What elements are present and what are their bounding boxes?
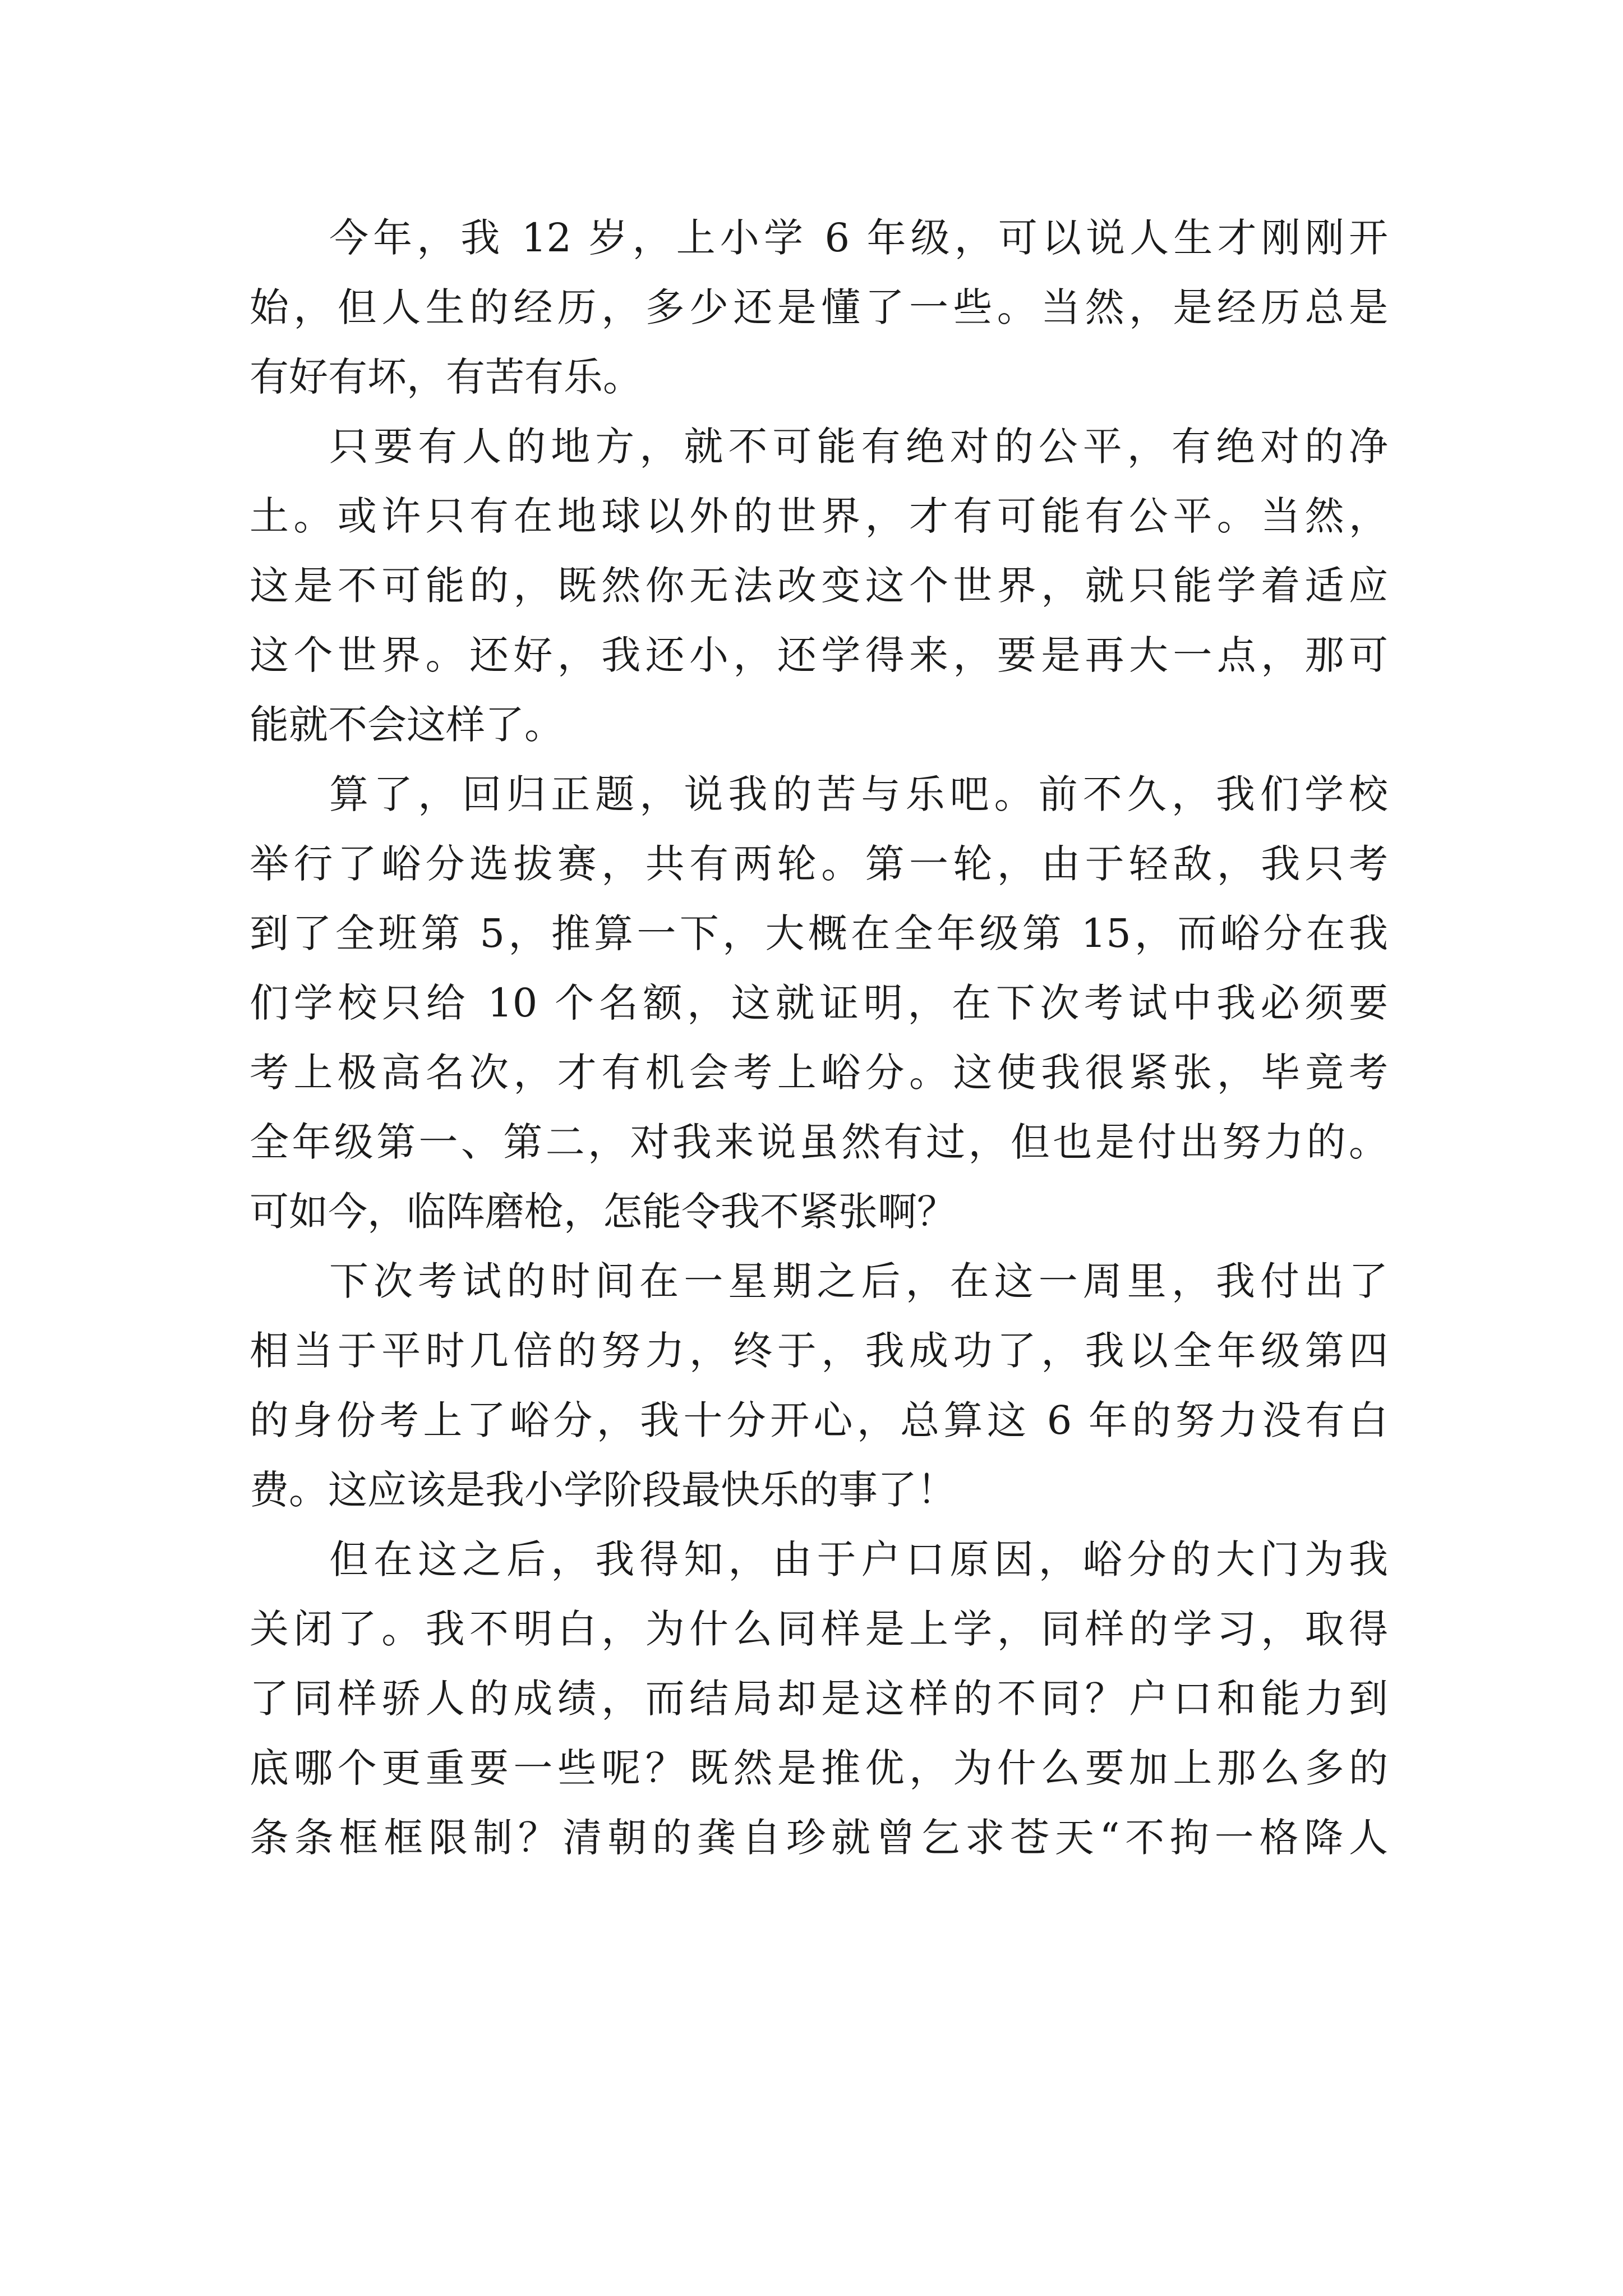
text-line: 但在这之后，我得知，由于户口原因，峪分的大门为我 [329, 1536, 1388, 1582]
paragraph [250, 1525, 1388, 1872]
text-line: 土。或许只有在地球以外的世界，才有可能有公平。当然， [250, 493, 1388, 539]
text-line: 这个世界。还好，我还小，还学得来，要是再大一点，那可 [250, 632, 1388, 678]
paragraph [250, 203, 1388, 412]
text-line: 可如今，临阵磨枪，怎能令我不紧张啊？ [250, 1189, 956, 1235]
text-line: 这是不可能的，既然你无法改变这个世界，就只能学着适应 [250, 563, 1388, 609]
text-line: 底哪个更重要一些呢？既然是推优，为什么要加上那么多的 [250, 1745, 1388, 1791]
text-line: 下次考试的时间在一星期之后，在这一周里，我付出了 [329, 1258, 1388, 1304]
text-line: 全年级第一、第二，对我来说虽然有过，但也是付出努力的。 [250, 1119, 1388, 1165]
text-line: 们学校只给 10 个名额，这就证明，在下次考试中我必须要 [250, 980, 1388, 1026]
text-line: 算了，回归正题，说我的苦与乐吧。前不久，我们学校 [329, 771, 1388, 817]
text-line: 费。这应该是我小学阶段最快乐的事了！ [250, 1467, 956, 1513]
paragraph [250, 760, 1388, 1246]
essay-body [250, 203, 1388, 1872]
text-line: 能就不会这样了。 [250, 702, 564, 748]
paragraph [250, 1246, 1388, 1525]
text-line: 到了全班第 5，推算一下，大概在全年级第 15，而峪分在我 [250, 910, 1388, 956]
paragraph [250, 412, 1388, 760]
text-line: 的身份考上了峪分，我十分开心，总算这 6 年的努力没有白 [250, 1397, 1388, 1443]
text-line: 始，但人生的经历，多少还是懂了一些。当然，是经历总是 [250, 284, 1388, 330]
text-line: 举行了峪分选拔赛，共有两轮。第一轮，由于轻敌，我只考 [250, 841, 1388, 887]
text-line: 有好有坏，有苦有乐。 [250, 354, 642, 400]
text-line: 今年，我 12 岁，上小学 6 年级，可以说人生才刚刚开 [329, 215, 1388, 261]
text-line: 了同样骄人的成绩，而结局却是这样的不同？户口和能力到 [250, 1676, 1388, 1722]
text-line: 考上极高名次，才有机会考上峪分。这使我很紧张，毕竟考 [250, 1050, 1388, 1096]
text-line: 只要有人的地方，就不可能有绝对的公平，有绝对的净 [329, 424, 1388, 470]
text-line: 关闭了。我不明白，为什么同样是上学，同样的学习，取得 [250, 1606, 1388, 1652]
text-line: 相当于平时几倍的努力，终于，我成功了，我以全年级第四 [250, 1328, 1388, 1374]
text-line: 条条框框限制？清朝的龚自珍就曾乞求苍天“不拘一格降人 [250, 1815, 1388, 1861]
